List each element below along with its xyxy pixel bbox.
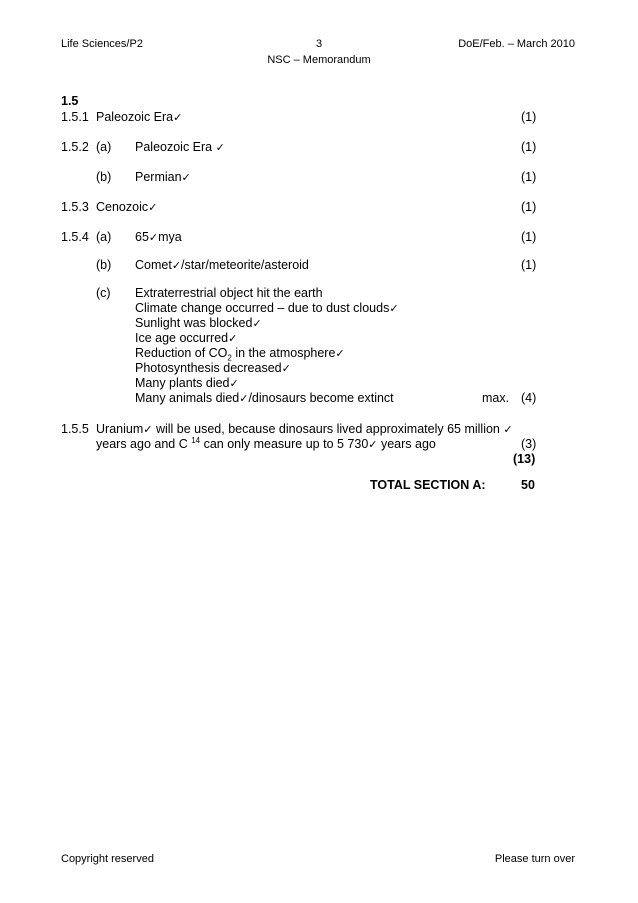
tick-icon: ✓ bbox=[171, 259, 182, 272]
answer-text: Many plants died bbox=[135, 376, 230, 390]
total-section-label: TOTAL SECTION A: bbox=[370, 478, 486, 492]
tick-icon: ✓ bbox=[239, 392, 249, 405]
question-1-5-2a-answer bbox=[135, 140, 225, 154]
mark-1-5-4c: (4) bbox=[521, 391, 537, 405]
question-1-5-4-number: 1.5.4 bbox=[61, 230, 89, 244]
question-1-5-4a-answer bbox=[135, 230, 182, 244]
header-subtitle: NSC – Memorandum bbox=[267, 54, 371, 66]
answer-text: Paleozoic Era bbox=[96, 110, 174, 124]
question-1-5-2b-label: (b) bbox=[96, 170, 112, 184]
question-1-5-2a-label: (a) bbox=[96, 140, 112, 154]
question-1-5-2b-answer bbox=[135, 170, 191, 184]
total-section-value: 50 bbox=[521, 478, 535, 492]
tick-icon: ✓ bbox=[143, 423, 153, 436]
subscript: 2 bbox=[227, 353, 232, 363]
question-1-5-4c-line-1: Extraterrestrial object hit the earth bbox=[135, 286, 323, 300]
header-right: DoE/Feb. – March 2010 bbox=[458, 38, 575, 50]
question-1-5-4c-line-5 bbox=[135, 346, 345, 363]
question-1-5-4c-line-6 bbox=[135, 361, 291, 375]
question-1-5-4c-line-8 bbox=[135, 391, 394, 405]
tick-icon: ✓ bbox=[335, 347, 345, 360]
footer-left: Copyright reserved bbox=[61, 853, 154, 865]
tick-icon: ✓ bbox=[503, 423, 513, 436]
answer-text: Photosynthesis decreased bbox=[135, 361, 282, 375]
question-1-5-3-number: 1.5.3 bbox=[61, 200, 89, 214]
section-number: 1.5 bbox=[61, 94, 79, 108]
question-1-5-3-answer bbox=[96, 200, 157, 214]
answer-text: Uranium bbox=[96, 422, 144, 436]
superscript: 14 bbox=[191, 435, 201, 445]
question-1-5-1-number: 1.5.1 bbox=[61, 110, 89, 124]
mark-1-5-2a: (1) bbox=[521, 140, 537, 154]
answer-text: Reduction of CO bbox=[135, 346, 228, 360]
tick-icon: ✓ bbox=[148, 201, 158, 214]
question-1-5-1-answer bbox=[96, 110, 182, 124]
tick-icon: ✓ bbox=[281, 362, 291, 375]
question-1-5-4b-label: (b) bbox=[96, 258, 112, 272]
mark-1-5-4b: (1) bbox=[521, 258, 537, 272]
tick-icon: ✓ bbox=[173, 111, 183, 124]
question-1-5-4c-line-4 bbox=[135, 331, 237, 345]
answer-text: will be used, because dinosaurs lived approximately 65 million bbox=[152, 422, 504, 436]
tick-icon: ✓ bbox=[215, 141, 225, 154]
tick-icon: ✓ bbox=[252, 317, 262, 330]
answer-text: Paleozoic Era bbox=[135, 140, 216, 154]
answer-text: Comet bbox=[135, 258, 172, 272]
question-1-5-4c-line-7 bbox=[135, 376, 239, 390]
tick-icon: ✓ bbox=[181, 171, 191, 184]
question-1-5-5-number: 1.5.5 bbox=[61, 422, 89, 436]
answer-text: Sunlight was blocked bbox=[135, 316, 253, 330]
answer-text: can only measure up to 5 730 bbox=[200, 437, 369, 451]
answer-text: mya bbox=[158, 230, 182, 244]
mark-1-5-5: (3) bbox=[521, 437, 537, 451]
mark-1-5-2b: (1) bbox=[521, 170, 537, 184]
question-1-5-5-line-2 bbox=[96, 437, 436, 451]
tick-icon: ✓ bbox=[389, 302, 399, 315]
answer-text: /star/meteorite/asteroid bbox=[181, 258, 309, 272]
answer-text: years ago and C bbox=[96, 437, 192, 451]
tick-icon: ✓ bbox=[229, 377, 239, 390]
answer-text: /dinosaurs become extinct bbox=[248, 391, 394, 405]
answer-text: 65 bbox=[135, 230, 149, 244]
answer-text: Permian bbox=[135, 170, 182, 184]
mark-1-5-3: (1) bbox=[521, 200, 537, 214]
answer-text: Many animals died bbox=[135, 391, 240, 405]
tick-icon: ✓ bbox=[368, 438, 378, 451]
header-left: Life Sciences/P2 bbox=[61, 38, 143, 50]
answer-text: in the atmosphere bbox=[231, 346, 336, 360]
mark-1-5-4a: (1) bbox=[521, 230, 537, 244]
question-1-5-4b-answer bbox=[135, 258, 309, 272]
question-1-5-4c-line-3 bbox=[135, 316, 262, 330]
answer-text: years ago bbox=[377, 437, 436, 451]
max-label: max. bbox=[482, 391, 510, 405]
footer-right: Please turn over bbox=[494, 853, 575, 865]
answer-text: Cenozoic bbox=[96, 200, 149, 214]
answer-text: Ice age occurred bbox=[135, 331, 229, 345]
tick-icon: ✓ bbox=[228, 332, 238, 345]
tick-icon: ✓ bbox=[148, 231, 159, 244]
question-1-5-4c-line-2 bbox=[135, 301, 399, 315]
question-1-5-4c-label: (c) bbox=[96, 286, 111, 300]
answer-text: Climate change occurred – due to dust clouds bbox=[135, 301, 390, 315]
question-1-5-2-number: 1.5.2 bbox=[61, 140, 89, 154]
question-1-5-5-line-1 bbox=[96, 422, 513, 436]
mark-1-5-1: (1) bbox=[521, 110, 537, 124]
page-number: 3 bbox=[315, 38, 323, 50]
section-subtotal: (13) bbox=[513, 452, 536, 466]
question-1-5-4a-label: (a) bbox=[96, 230, 112, 244]
